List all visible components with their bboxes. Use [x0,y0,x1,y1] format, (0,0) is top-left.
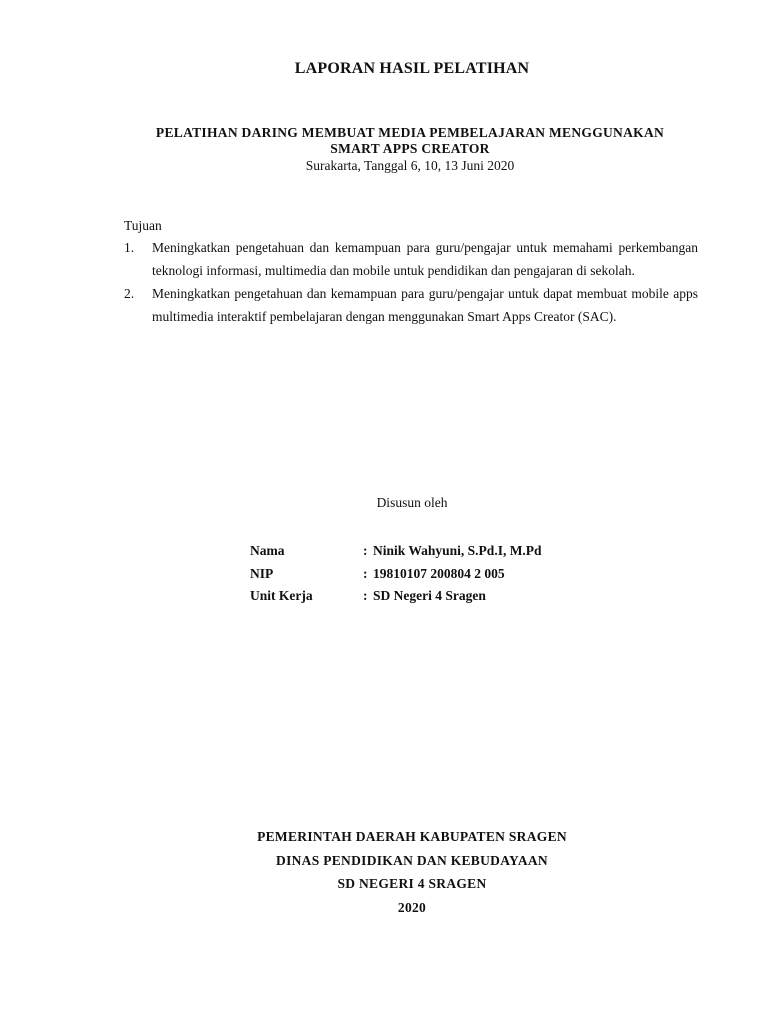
footer-line-year: 2020 [397,899,427,915]
info-value: SD Negeri 4 Sragen [373,588,486,603]
footer-line-school: SD NEGERI 4 SRAGEN [337,876,487,891]
author-info-table [250,540,542,608]
goal-number: 2. [124,286,135,301]
author-info-row-name [250,540,542,563]
info-separator: : [363,543,368,558]
info-label: NIP [250,565,274,581]
goals-heading: Tujuan [124,218,162,233]
info-label: Unit Kerja [250,588,313,603]
institution-footer [0,825,768,919]
goals-list [124,236,698,328]
goal-item [124,282,698,328]
training-title [0,125,768,157]
author-info-row-nip [250,563,542,586]
goal-number: 1. [124,240,135,255]
footer-line-department: DINAS PENDIDIKAN DAN KEBUDAYAAN [276,852,548,868]
author-heading: Disusun oleh [376,495,448,510]
goal-text: Meningkatkan pengetahuan dan kemampuan para guru/pengajar untuk dapat membuat mobile apps multimedia interaktif pembelajaran dengan menggunakan Smart Apps Creator (SAC). [152,286,698,324]
info-separator: : [363,588,368,603]
goal-item [124,236,698,282]
info-label: Nama [250,543,285,558]
place-date-line: Surakarta, Tanggal 6, 10, 13 Juni 2020 [305,158,515,173]
info-value: 19810107 200804 2 005 [373,565,505,581]
training-title-line-1: PELATIHAN DARING MEMBUAT MEDIA PEMBELAJARAN MENGGUNAKAN [155,125,665,140]
author-info-row-unit [250,585,542,608]
footer-line-government: PEMERINTAH DAERAH KABUPATEN SRAGEN [257,829,567,844]
goal-text: Meningkatkan pengetahuan dan kemampuan para guru/pengajar untuk memahami perkembangan teknologi informasi, multimedia dan mobile untuk pendidikan dan pengajaran di sekolah. [152,240,698,278]
training-title-line-2: SMART APPS CREATOR [330,141,490,156]
report-title: LAPORAN HASIL PELATIHAN [294,60,530,77]
info-value: Ninik Wahyuni, S.Pd.I, M.Pd [373,543,542,558]
info-separator: : [363,565,368,581]
